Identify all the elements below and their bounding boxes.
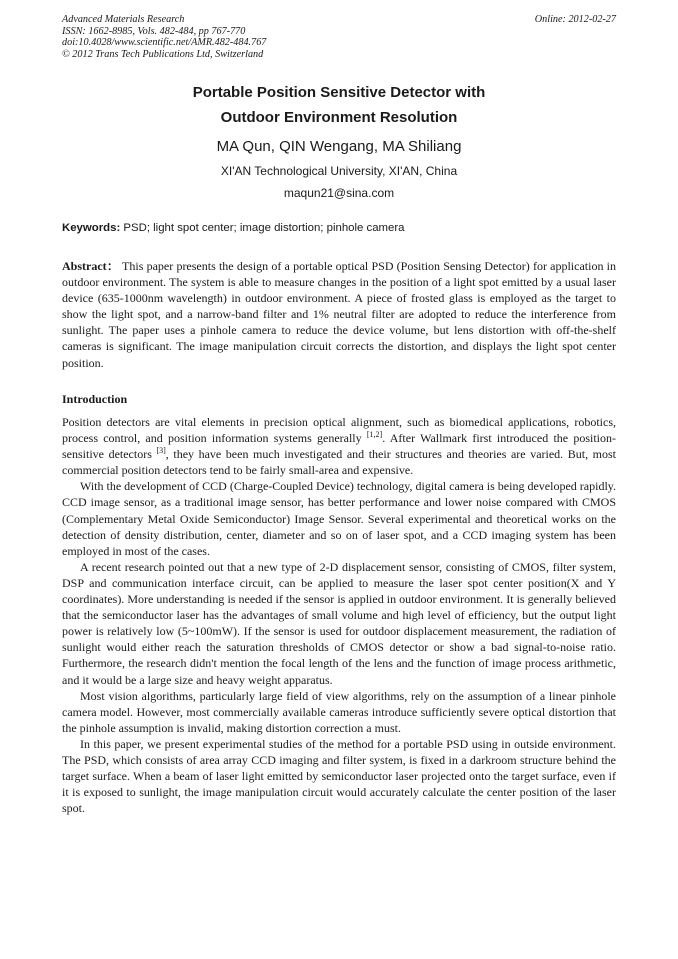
intro-paragraph-2: With the development of CCD (Charge-Coupled Device) technology, digital camera is being developed rapidly. CCD image sensor, as a traditional image sensor, has better performance and lower noise compared with CMOS (Complementary Metal Oxide Semiconductor) Image Sensor. Several experimental and theoretical works on the detection of density distribution, center, diameter and so on of laser spot, and a CCD imaging system has been employed in most of the cases. — [62, 479, 616, 558]
author-email: maqun21@sina.com — [283, 186, 395, 200]
intro-p1-text-a: Position detectors are vital elements in precision optical alignment, such as biomedical applications, robotics, process control, and position information systems generally — [62, 415, 616, 446]
section-heading-introduction: Introduction — [62, 392, 128, 406]
doi-line: doi:10.4028/www.scientific.net/AMR.482-484.767 — [62, 37, 267, 48]
copyright-line: © 2012 Trans Tech Publications Ltd, Switzerland — [62, 48, 264, 60]
citation-1-2: [1,2] — [366, 430, 383, 440]
intro-paragraph-3: A recent research pointed out that a new type of 2-D displacement sensor, consisting of CMOS, filter system, DSP and communication interface circuit, can be applied to measure the laser spot center position(X and Y coordinates). More understanding is needed if the sensor is applied in outdoor environment. It is generally believed that the semiconductor laser has the advantages of small volume and high level of efficiency, but the output light power is relatively low (5~100mW). If the sensor is used for outdoor displacement measurement, the radiation of sunlight would either reach the saturation thresholds of CMOS detector or show a bad signal-to-noise ratio. Furthermore, the research didn't mention the focal length of the lens and the function of image process arithmetic, and it would be a large size and heavy weight apparatus. — [62, 559, 616, 687]
paper-title — [62, 80, 616, 130]
intro-paragraph-1 — [62, 414, 616, 478]
abstract — [62, 258, 616, 371]
introduction-body — [62, 414, 616, 816]
intro-paragraph-4: Most vision algorithms, particularly large field of view algorithms, rely on the assumption of a linear pinhole camera model. However, most commercially available cameras introduce sufficiently severe optical distortion that the pinhole assumption is invalid, making distortion correction a must. — [62, 688, 616, 735]
title-line-2: Outdoor Environment Resolution — [220, 109, 458, 126]
author-list: MA Qun, QIN Wengang, MA Shiliang — [216, 138, 462, 155]
intro-paragraph-5: In this paper, we present experimental studies of the method for a portable PSD using in outside environment. The PSD, which consists of area array CCD imaging and filter system, is fixed in a darkroom structure behind the target surface. When a beam of laser light emitted by semiconductor laser projected onto the target surface, even if it is exposed to sunlight, the image manipulation circuit would accurately calculate the center position of the laser spot. — [62, 736, 616, 816]
keywords-text: PSD; light spot center; image distortion; pinhole camera — [120, 222, 405, 234]
intro-p1-text-b: . After Wallmark first introduced the position-sensitive detectors — [62, 431, 616, 462]
keywords — [62, 220, 616, 236]
abstract-label: Abstract： — [62, 259, 120, 273]
journal-name: Advanced Materials Research — [62, 14, 185, 25]
online-date: Online: 2012-02-27 — [534, 14, 616, 25]
abstract-text: This paper presents the design of a portable optical PSD (Position Sensing Detector) for application in outdoor environment. The system is able to measure changes in the position of a light spot emitted by a usual laser device (635-1000nm wavelength) in outdoor environment. A piece of frosted glass is employed as the target to show the light spot, and a narrow-band filter and 1% neutral filter are adopted to reduce the interference from sunlight. The paper uses a pinhole camera to reduce the device volume, but lens distortion with off-the-shelf cameras is significant. The image manipulation circuit corrects the distortion, and displays the light spot center position. — [62, 259, 616, 370]
keywords-label: Keywords: — [62, 222, 121, 234]
citation-3: [3] — [156, 446, 166, 456]
journal-header — [62, 14, 616, 60]
intro-p1-text-c: , they have been much investigated and their structures and theories are varied. But, most commercial position detectors tend to be fairly small-area and expensive. — [62, 447, 616, 478]
issn-line: ISSN: 1662-8985, Vols. 482-484, pp 767-770 — [62, 25, 246, 37]
affiliation: XI'AN Technological University, XI'AN, China — [220, 164, 458, 178]
title-line-1: Portable Position Sensitive Detector with — [192, 84, 486, 101]
